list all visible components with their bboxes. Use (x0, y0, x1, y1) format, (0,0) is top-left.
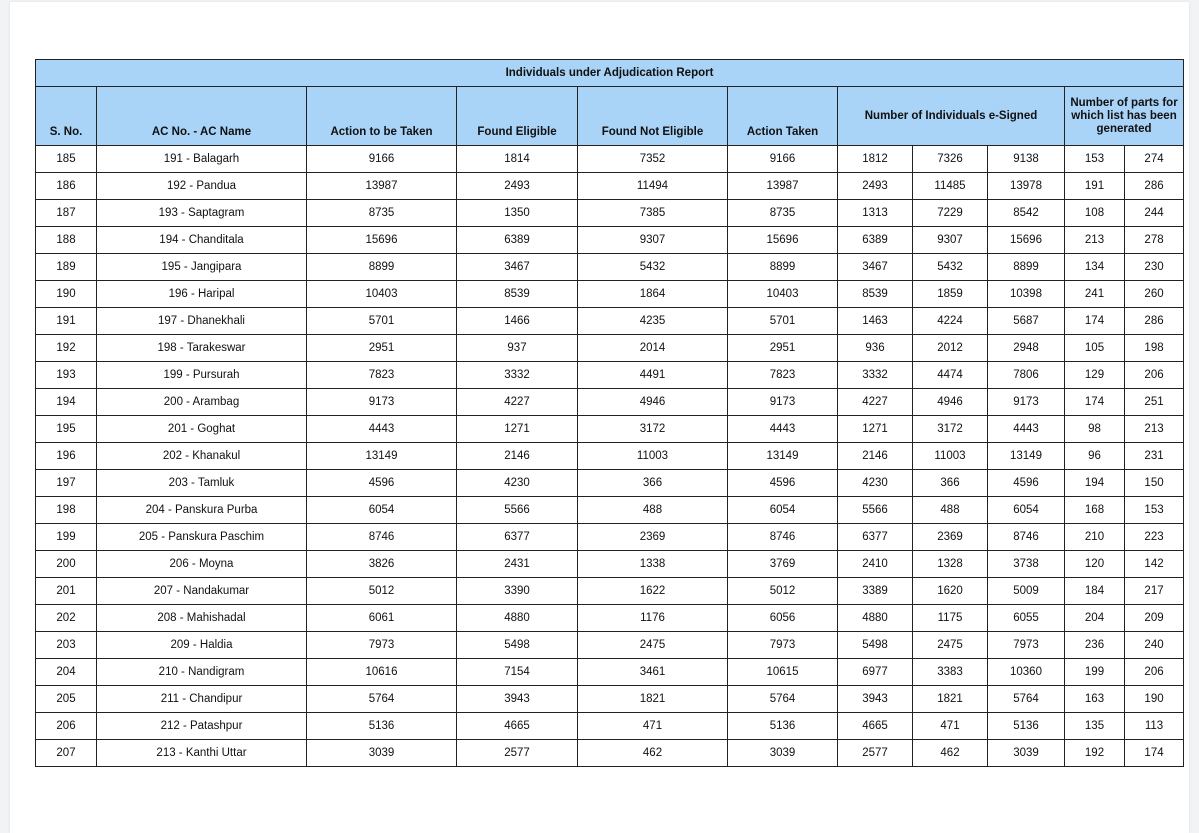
table-row (36, 686, 1184, 713)
cell-action-taken: 9166 (728, 146, 838, 173)
cell-esigned-1: 8539 (838, 281, 913, 308)
cell-esigned-2: 2475 (913, 632, 988, 659)
cell-esigned-2: 7229 (913, 200, 988, 227)
cell-esigned-2: 1175 (913, 605, 988, 632)
cell-ac-name: 205 - Panskura Paschim (97, 524, 307, 551)
cell-parts-1: 191 (1065, 173, 1125, 200)
cell-parts-1: 134 (1065, 254, 1125, 281)
cell-sno: 202 (36, 605, 97, 632)
cell-action-taken: 3769 (728, 551, 838, 578)
cell-action-to-be-taken: 7973 (307, 632, 457, 659)
cell-found-not-eligible: 9307 (578, 227, 728, 254)
cell-action-to-be-taken: 3826 (307, 551, 457, 578)
cell-sno: 187 (36, 200, 97, 227)
cell-esigned-1: 4230 (838, 470, 913, 497)
cell-action-taken: 7973 (728, 632, 838, 659)
cell-esigned-2: 462 (913, 740, 988, 767)
cell-ac-name: 206 - Moyna (97, 551, 307, 578)
cell-ac-name: 194 - Chanditala (97, 227, 307, 254)
cell-action-to-be-taken: 6061 (307, 605, 457, 632)
cell-action-taken: 9173 (728, 389, 838, 416)
cell-action-taken: 8899 (728, 254, 838, 281)
cell-action-taken: 13149 (728, 443, 838, 470)
cell-action-to-be-taken: 10403 (307, 281, 457, 308)
table-row (36, 659, 1184, 686)
cell-sno: 194 (36, 389, 97, 416)
cell-parts-2: 142 (1125, 551, 1184, 578)
cell-found-eligible: 7154 (457, 659, 578, 686)
table-row (36, 416, 1184, 443)
cell-esigned-2: 11485 (913, 173, 988, 200)
cell-sno: 204 (36, 659, 97, 686)
cell-found-eligible: 1814 (457, 146, 578, 173)
cell-found-not-eligible: 1821 (578, 686, 728, 713)
cell-found-not-eligible: 7385 (578, 200, 728, 227)
table-row (36, 146, 1184, 173)
cell-esigned-1: 1271 (838, 416, 913, 443)
cell-parts-1: 192 (1065, 740, 1125, 767)
cell-esigned-2: 2369 (913, 524, 988, 551)
cell-sno: 200 (36, 551, 97, 578)
cell-ac-name: 211 - Chandipur (97, 686, 307, 713)
cell-parts-1: 204 (1065, 605, 1125, 632)
cell-esigned-3: 10360 (988, 659, 1065, 686)
cell-esigned-2: 3383 (913, 659, 988, 686)
cell-parts-2: 217 (1125, 578, 1184, 605)
column-header-row (36, 87, 1184, 146)
cell-sno: 188 (36, 227, 97, 254)
cell-esigned-1: 4665 (838, 713, 913, 740)
cell-action-taken: 5701 (728, 308, 838, 335)
cell-action-to-be-taken: 4443 (307, 416, 457, 443)
table-row (36, 335, 1184, 362)
header-action-taken: Action Taken (728, 87, 838, 146)
cell-parts-2: 174 (1125, 740, 1184, 767)
cell-action-taken: 10403 (728, 281, 838, 308)
cell-ac-name: 201 - Goghat (97, 416, 307, 443)
cell-sno: 192 (36, 335, 97, 362)
header-found-not-eligible: Found Not Eligible (578, 87, 728, 146)
cell-found-not-eligible: 4235 (578, 308, 728, 335)
cell-esigned-1: 5566 (838, 497, 913, 524)
cell-esigned-2: 366 (913, 470, 988, 497)
cell-ac-name: 200 - Arambag (97, 389, 307, 416)
cell-sno: 195 (36, 416, 97, 443)
cell-esigned-2: 4946 (913, 389, 988, 416)
cell-esigned-3: 5136 (988, 713, 1065, 740)
cell-found-eligible: 3390 (457, 578, 578, 605)
cell-action-taken: 5136 (728, 713, 838, 740)
cell-parts-2: 231 (1125, 443, 1184, 470)
cell-sno: 197 (36, 470, 97, 497)
cell-found-eligible: 3332 (457, 362, 578, 389)
cell-action-taken: 10615 (728, 659, 838, 686)
cell-esigned-3: 5009 (988, 578, 1065, 605)
cell-found-not-eligible: 11494 (578, 173, 728, 200)
cell-parts-2: 230 (1125, 254, 1184, 281)
table-row (36, 254, 1184, 281)
cell-esigned-2: 488 (913, 497, 988, 524)
cell-esigned-2: 471 (913, 713, 988, 740)
cell-found-eligible: 1350 (457, 200, 578, 227)
cell-parts-2: 190 (1125, 686, 1184, 713)
cell-esigned-1: 936 (838, 335, 913, 362)
cell-esigned-3: 9173 (988, 389, 1065, 416)
cell-ac-name: 192 - Pandua (97, 173, 307, 200)
cell-parts-1: 153 (1065, 146, 1125, 173)
cell-sno: 203 (36, 632, 97, 659)
cell-action-taken: 3039 (728, 740, 838, 767)
cell-esigned-3: 8542 (988, 200, 1065, 227)
cell-found-not-eligible: 7352 (578, 146, 728, 173)
report-title-row (36, 60, 1184, 87)
cell-action-to-be-taken: 10616 (307, 659, 457, 686)
cell-esigned-2: 3172 (913, 416, 988, 443)
cell-found-not-eligible: 2475 (578, 632, 728, 659)
cell-esigned-3: 13149 (988, 443, 1065, 470)
cell-action-to-be-taken: 15696 (307, 227, 457, 254)
cell-action-to-be-taken: 13149 (307, 443, 457, 470)
cell-esigned-1: 3389 (838, 578, 913, 605)
cell-sno: 198 (36, 497, 97, 524)
cell-sno: 207 (36, 740, 97, 767)
cell-action-to-be-taken: 5701 (307, 308, 457, 335)
cell-esigned-1: 3943 (838, 686, 913, 713)
cell-parts-1: 236 (1065, 632, 1125, 659)
cell-esigned-2: 9307 (913, 227, 988, 254)
cell-found-not-eligible: 488 (578, 497, 728, 524)
cell-found-not-eligible: 462 (578, 740, 728, 767)
cell-action-to-be-taken: 6054 (307, 497, 457, 524)
cell-parts-2: 213 (1125, 416, 1184, 443)
cell-esigned-3: 3039 (988, 740, 1065, 767)
cell-found-not-eligible: 3172 (578, 416, 728, 443)
cell-action-to-be-taken: 8899 (307, 254, 457, 281)
table-row (36, 713, 1184, 740)
cell-found-not-eligible: 2369 (578, 524, 728, 551)
cell-parts-1: 174 (1065, 308, 1125, 335)
cell-parts-1: 184 (1065, 578, 1125, 605)
cell-sno: 186 (36, 173, 97, 200)
cell-parts-1: 241 (1065, 281, 1125, 308)
cell-sno: 190 (36, 281, 97, 308)
cell-found-eligible: 937 (457, 335, 578, 362)
cell-ac-name: 210 - Nandigram (97, 659, 307, 686)
cell-ac-name: 207 - Nandakumar (97, 578, 307, 605)
cell-found-eligible: 5498 (457, 632, 578, 659)
cell-found-not-eligible: 5432 (578, 254, 728, 281)
cell-action-to-be-taken: 8735 (307, 200, 457, 227)
table-row (36, 173, 1184, 200)
cell-esigned-1: 3467 (838, 254, 913, 281)
cell-action-taken: 5764 (728, 686, 838, 713)
cell-esigned-1: 4880 (838, 605, 913, 632)
cell-esigned-2: 11003 (913, 443, 988, 470)
cell-parts-2: 153 (1125, 497, 1184, 524)
cell-ac-name: 212 - Patashpur (97, 713, 307, 740)
cell-esigned-1: 2146 (838, 443, 913, 470)
cell-parts-1: 174 (1065, 389, 1125, 416)
table-row (36, 605, 1184, 632)
cell-ac-name: 209 - Haldia (97, 632, 307, 659)
cell-esigned-1: 6389 (838, 227, 913, 254)
cell-action-to-be-taken: 8746 (307, 524, 457, 551)
cell-parts-1: 96 (1065, 443, 1125, 470)
cell-parts-1: 194 (1065, 470, 1125, 497)
cell-action-taken: 4596 (728, 470, 838, 497)
cell-sno: 191 (36, 308, 97, 335)
table-row (36, 443, 1184, 470)
cell-parts-2: 286 (1125, 308, 1184, 335)
cell-esigned-2: 2012 (913, 335, 988, 362)
cell-action-taken: 8746 (728, 524, 838, 551)
cell-parts-1: 105 (1065, 335, 1125, 362)
cell-esigned-3: 7973 (988, 632, 1065, 659)
cell-found-eligible: 4880 (457, 605, 578, 632)
cell-esigned-1: 3332 (838, 362, 913, 389)
cell-action-to-be-taken: 9173 (307, 389, 457, 416)
cell-found-eligible: 6389 (457, 227, 578, 254)
cell-parts-2: 150 (1125, 470, 1184, 497)
cell-esigned-1: 4227 (838, 389, 913, 416)
cell-action-to-be-taken: 13987 (307, 173, 457, 200)
cell-parts-1: 168 (1065, 497, 1125, 524)
adjudication-report-table (35, 59, 1184, 767)
table-row (36, 308, 1184, 335)
cell-action-taken: 15696 (728, 227, 838, 254)
cell-esigned-3: 5764 (988, 686, 1065, 713)
table-row (36, 281, 1184, 308)
cell-esigned-2: 4224 (913, 308, 988, 335)
cell-esigned-3: 10398 (988, 281, 1065, 308)
cell-esigned-3: 13978 (988, 173, 1065, 200)
cell-found-not-eligible: 3461 (578, 659, 728, 686)
cell-esigned-2: 1821 (913, 686, 988, 713)
cell-esigned-1: 6977 (838, 659, 913, 686)
cell-action-taken: 13987 (728, 173, 838, 200)
cell-esigned-1: 1313 (838, 200, 913, 227)
table-row (36, 551, 1184, 578)
cell-found-eligible: 3467 (457, 254, 578, 281)
cell-parts-2: 206 (1125, 362, 1184, 389)
cell-esigned-3: 8746 (988, 524, 1065, 551)
cell-parts-1: 98 (1065, 416, 1125, 443)
table-row (36, 524, 1184, 551)
cell-ac-name: 193 - Saptagram (97, 200, 307, 227)
cell-sno: 206 (36, 713, 97, 740)
cell-action-to-be-taken: 2951 (307, 335, 457, 362)
cell-found-not-eligible: 1176 (578, 605, 728, 632)
header-found-eligible: Found Eligible (457, 87, 578, 146)
cell-parts-2: 278 (1125, 227, 1184, 254)
report-title: Individuals under Adjudication Report (36, 60, 1184, 87)
table-row (36, 578, 1184, 605)
cell-parts-2: 260 (1125, 281, 1184, 308)
cell-parts-2: 209 (1125, 605, 1184, 632)
cell-ac-name: 198 - Tarakeswar (97, 335, 307, 362)
cell-esigned-1: 1812 (838, 146, 913, 173)
cell-parts-1: 135 (1065, 713, 1125, 740)
cell-esigned-3: 9138 (988, 146, 1065, 173)
cell-sno: 205 (36, 686, 97, 713)
cell-esigned-3: 6054 (988, 497, 1065, 524)
cell-action-to-be-taken: 7823 (307, 362, 457, 389)
cell-action-taken: 7823 (728, 362, 838, 389)
cell-parts-2: 286 (1125, 173, 1184, 200)
cell-parts-2: 240 (1125, 632, 1184, 659)
cell-esigned-3: 4596 (988, 470, 1065, 497)
cell-ac-name: 196 - Haripal (97, 281, 307, 308)
cell-ac-name: 191 - Balagarh (97, 146, 307, 173)
cell-action-to-be-taken: 5136 (307, 713, 457, 740)
cell-found-not-eligible: 1338 (578, 551, 728, 578)
cell-ac-name: 204 - Panskura Purba (97, 497, 307, 524)
table-row (36, 632, 1184, 659)
cell-found-not-eligible: 1622 (578, 578, 728, 605)
cell-parts-2: 244 (1125, 200, 1184, 227)
cell-parts-1: 120 (1065, 551, 1125, 578)
cell-esigned-3: 8899 (988, 254, 1065, 281)
cell-parts-1: 199 (1065, 659, 1125, 686)
table-row (36, 227, 1184, 254)
cell-found-not-eligible: 4946 (578, 389, 728, 416)
cell-esigned-1: 5498 (838, 632, 913, 659)
cell-sno: 199 (36, 524, 97, 551)
cell-ac-name: 199 - Pursurah (97, 362, 307, 389)
cell-esigned-1: 2577 (838, 740, 913, 767)
cell-esigned-2: 7326 (913, 146, 988, 173)
cell-found-eligible: 4227 (457, 389, 578, 416)
cell-ac-name: 213 - Kanthi Uttar (97, 740, 307, 767)
cell-found-not-eligible: 11003 (578, 443, 728, 470)
cell-found-eligible: 6377 (457, 524, 578, 551)
cell-sno: 196 (36, 443, 97, 470)
cell-esigned-1: 2410 (838, 551, 913, 578)
cell-esigned-3: 2948 (988, 335, 1065, 362)
header-sno: S. No. (36, 87, 97, 146)
header-esigned: Number of Individuals e-Signed (838, 87, 1065, 146)
cell-parts-1: 210 (1065, 524, 1125, 551)
cell-action-taken: 2951 (728, 335, 838, 362)
cell-parts-1: 213 (1065, 227, 1125, 254)
cell-found-eligible: 2431 (457, 551, 578, 578)
cell-action-taken: 6054 (728, 497, 838, 524)
cell-ac-name: 197 - Dhanekhali (97, 308, 307, 335)
cell-action-to-be-taken: 5012 (307, 578, 457, 605)
cell-found-not-eligible: 1864 (578, 281, 728, 308)
cell-found-eligible: 2577 (457, 740, 578, 767)
cell-esigned-2: 4474 (913, 362, 988, 389)
cell-action-to-be-taken: 5764 (307, 686, 457, 713)
cell-found-eligible: 1271 (457, 416, 578, 443)
cell-found-not-eligible: 366 (578, 470, 728, 497)
cell-action-to-be-taken: 4596 (307, 470, 457, 497)
cell-esigned-3: 4443 (988, 416, 1065, 443)
cell-parts-2: 113 (1125, 713, 1184, 740)
cell-found-eligible: 1466 (457, 308, 578, 335)
cell-action-to-be-taken: 3039 (307, 740, 457, 767)
cell-sno: 201 (36, 578, 97, 605)
cell-esigned-2: 1620 (913, 578, 988, 605)
cell-found-eligible: 2146 (457, 443, 578, 470)
cell-esigned-3: 15696 (988, 227, 1065, 254)
cell-esigned-3: 5687 (988, 308, 1065, 335)
table-row (36, 740, 1184, 767)
header-action-to-be-taken: Action to be Taken (307, 87, 457, 146)
table-row (36, 389, 1184, 416)
cell-found-eligible: 3943 (457, 686, 578, 713)
cell-parts-1: 129 (1065, 362, 1125, 389)
cell-parts-2: 274 (1125, 146, 1184, 173)
cell-ac-name: 202 - Khanakul (97, 443, 307, 470)
report-page (10, 2, 1189, 833)
cell-esigned-3: 7806 (988, 362, 1065, 389)
cell-ac-name: 208 - Mahishadal (97, 605, 307, 632)
table-row (36, 200, 1184, 227)
cell-parts-2: 251 (1125, 389, 1184, 416)
cell-found-eligible: 4665 (457, 713, 578, 740)
cell-action-taken: 5012 (728, 578, 838, 605)
cell-found-not-eligible: 4491 (578, 362, 728, 389)
cell-action-taken: 6056 (728, 605, 838, 632)
header-parts-generated: Number of parts for which list has been generated (1065, 87, 1184, 146)
cell-esigned-3: 6055 (988, 605, 1065, 632)
cell-found-eligible: 2493 (457, 173, 578, 200)
cell-ac-name: 203 - Tamluk (97, 470, 307, 497)
cell-found-eligible: 5566 (457, 497, 578, 524)
cell-parts-2: 206 (1125, 659, 1184, 686)
cell-esigned-3: 3738 (988, 551, 1065, 578)
table-row (36, 497, 1184, 524)
cell-parts-2: 223 (1125, 524, 1184, 551)
cell-sno: 189 (36, 254, 97, 281)
cell-found-not-eligible: 2014 (578, 335, 728, 362)
cell-action-taken: 4443 (728, 416, 838, 443)
table-row (36, 470, 1184, 497)
cell-esigned-2: 1859 (913, 281, 988, 308)
cell-action-to-be-taken: 9166 (307, 146, 457, 173)
header-ac-name: AC No. - AC Name (97, 87, 307, 146)
cell-esigned-2: 5432 (913, 254, 988, 281)
cell-esigned-1: 6377 (838, 524, 913, 551)
cell-found-eligible: 8539 (457, 281, 578, 308)
cell-parts-2: 198 (1125, 335, 1184, 362)
table-row (36, 362, 1184, 389)
cell-action-taken: 8735 (728, 200, 838, 227)
cell-esigned-2: 1328 (913, 551, 988, 578)
cell-sno: 193 (36, 362, 97, 389)
cell-esigned-1: 2493 (838, 173, 913, 200)
cell-sno: 185 (36, 146, 97, 173)
cell-found-eligible: 4230 (457, 470, 578, 497)
cell-found-not-eligible: 471 (578, 713, 728, 740)
cell-esigned-1: 1463 (838, 308, 913, 335)
cell-ac-name: 195 - Jangipara (97, 254, 307, 281)
cell-parts-1: 163 (1065, 686, 1125, 713)
cell-parts-1: 108 (1065, 200, 1125, 227)
report-body (36, 146, 1184, 767)
